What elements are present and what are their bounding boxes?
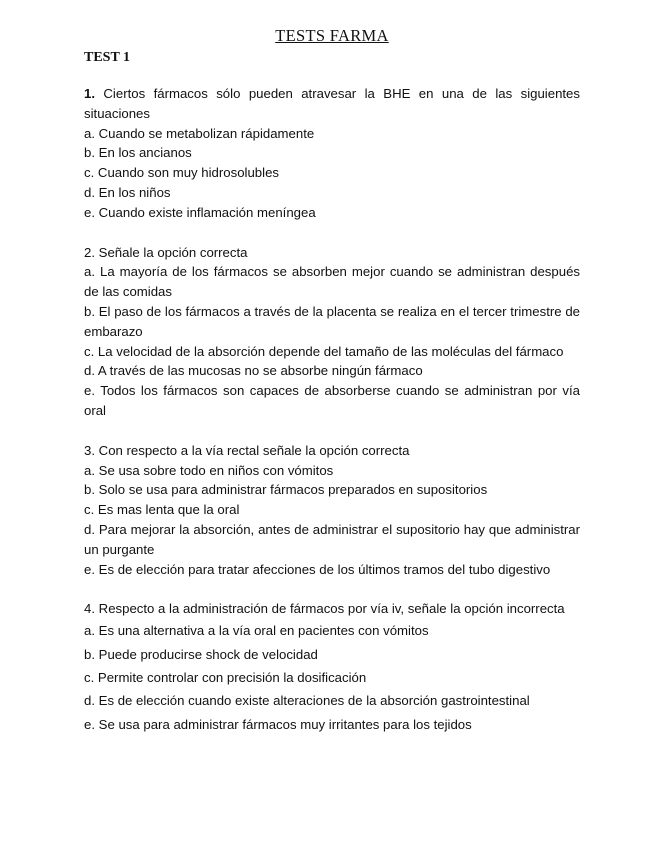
question-prompt: Ciertos fármacos sólo pueden atravesar la BHE en una de las siguientes situaciones [84,86,580,121]
question-prompt: Con respecto a la vía rectal señale la opción correcta [98,442,410,458]
question-text [84,243,580,263]
option-d: d. Para mejorar la absorción, antes de administrar el supositorio hay que administrar un purgante [84,521,580,557]
option-e: e. Todos los fármacos son capaces de absorberse cuando se administran por vía oral [84,383,580,418]
test-label: TEST 1 [84,50,131,65]
option-e: e. Cuando existe inflamación meníngea [84,204,316,220]
option-c: c. Cuando son muy hidrosolubles [84,165,279,181]
option-d: d. En los niños [84,184,171,200]
option-c: c. Permite controlar con precisión la dosificación [84,669,367,685]
question-prompt: Señale la opción correcta [98,244,248,260]
option-e: e. Se usa para administrar fármacos muy irritantes para los tejidos [84,716,472,732]
option-e: e. Es de elección para tratar afecciones de los últimos tramos del tubo digestivo [84,561,551,577]
option-a: a. Es una alternativa a la vía oral en pacientes con vómitos [84,623,429,639]
question-prompt: Respecto a la administración de fármacos por vía iv, señale la opción incorrecta [98,601,565,617]
question-1 [84,84,580,223]
question-number: 2. [84,244,95,260]
question-number: 4. [84,601,95,617]
option-c: c. La velocidad de la absorción depende del tamaño de las moléculas del fármaco [84,343,564,359]
question-text [84,599,580,619]
option-d: d. A través de las mucosas no se absorbe ningún fármaco [84,363,423,379]
question-2 [84,243,580,421]
option-b: b. Puede producirse shock de velocidad [84,646,318,662]
option-d: d. Es de elección cuando existe alteraciones de la absorción gastrointestinal [84,693,530,709]
option-a: a. Se usa sobre todo en niños con vómitos [84,462,334,478]
option-a: a. Cuando se metabolizan rápidamente [84,125,315,141]
question-3 [84,441,580,580]
option-b: b. El paso de los fármacos a través de la placenta se realiza en el tercer trimestre de embarazo [84,303,580,339]
option-b: b. En los ancianos [84,145,192,161]
question-text [84,84,580,124]
option-a: a. La mayoría de los fármacos se absorben mejor cuando se administran después de las comidas [84,264,580,300]
question-number: 1. [84,86,95,101]
option-b: b. Solo se usa para administrar fármacos preparados en supositorios [84,482,488,498]
question-text [84,441,580,461]
question-number: 3. [84,442,95,458]
option-c: c. Es mas lenta que la oral [84,502,240,518]
document-title: TESTS FARMA [275,26,389,45]
question-4 [84,599,580,736]
